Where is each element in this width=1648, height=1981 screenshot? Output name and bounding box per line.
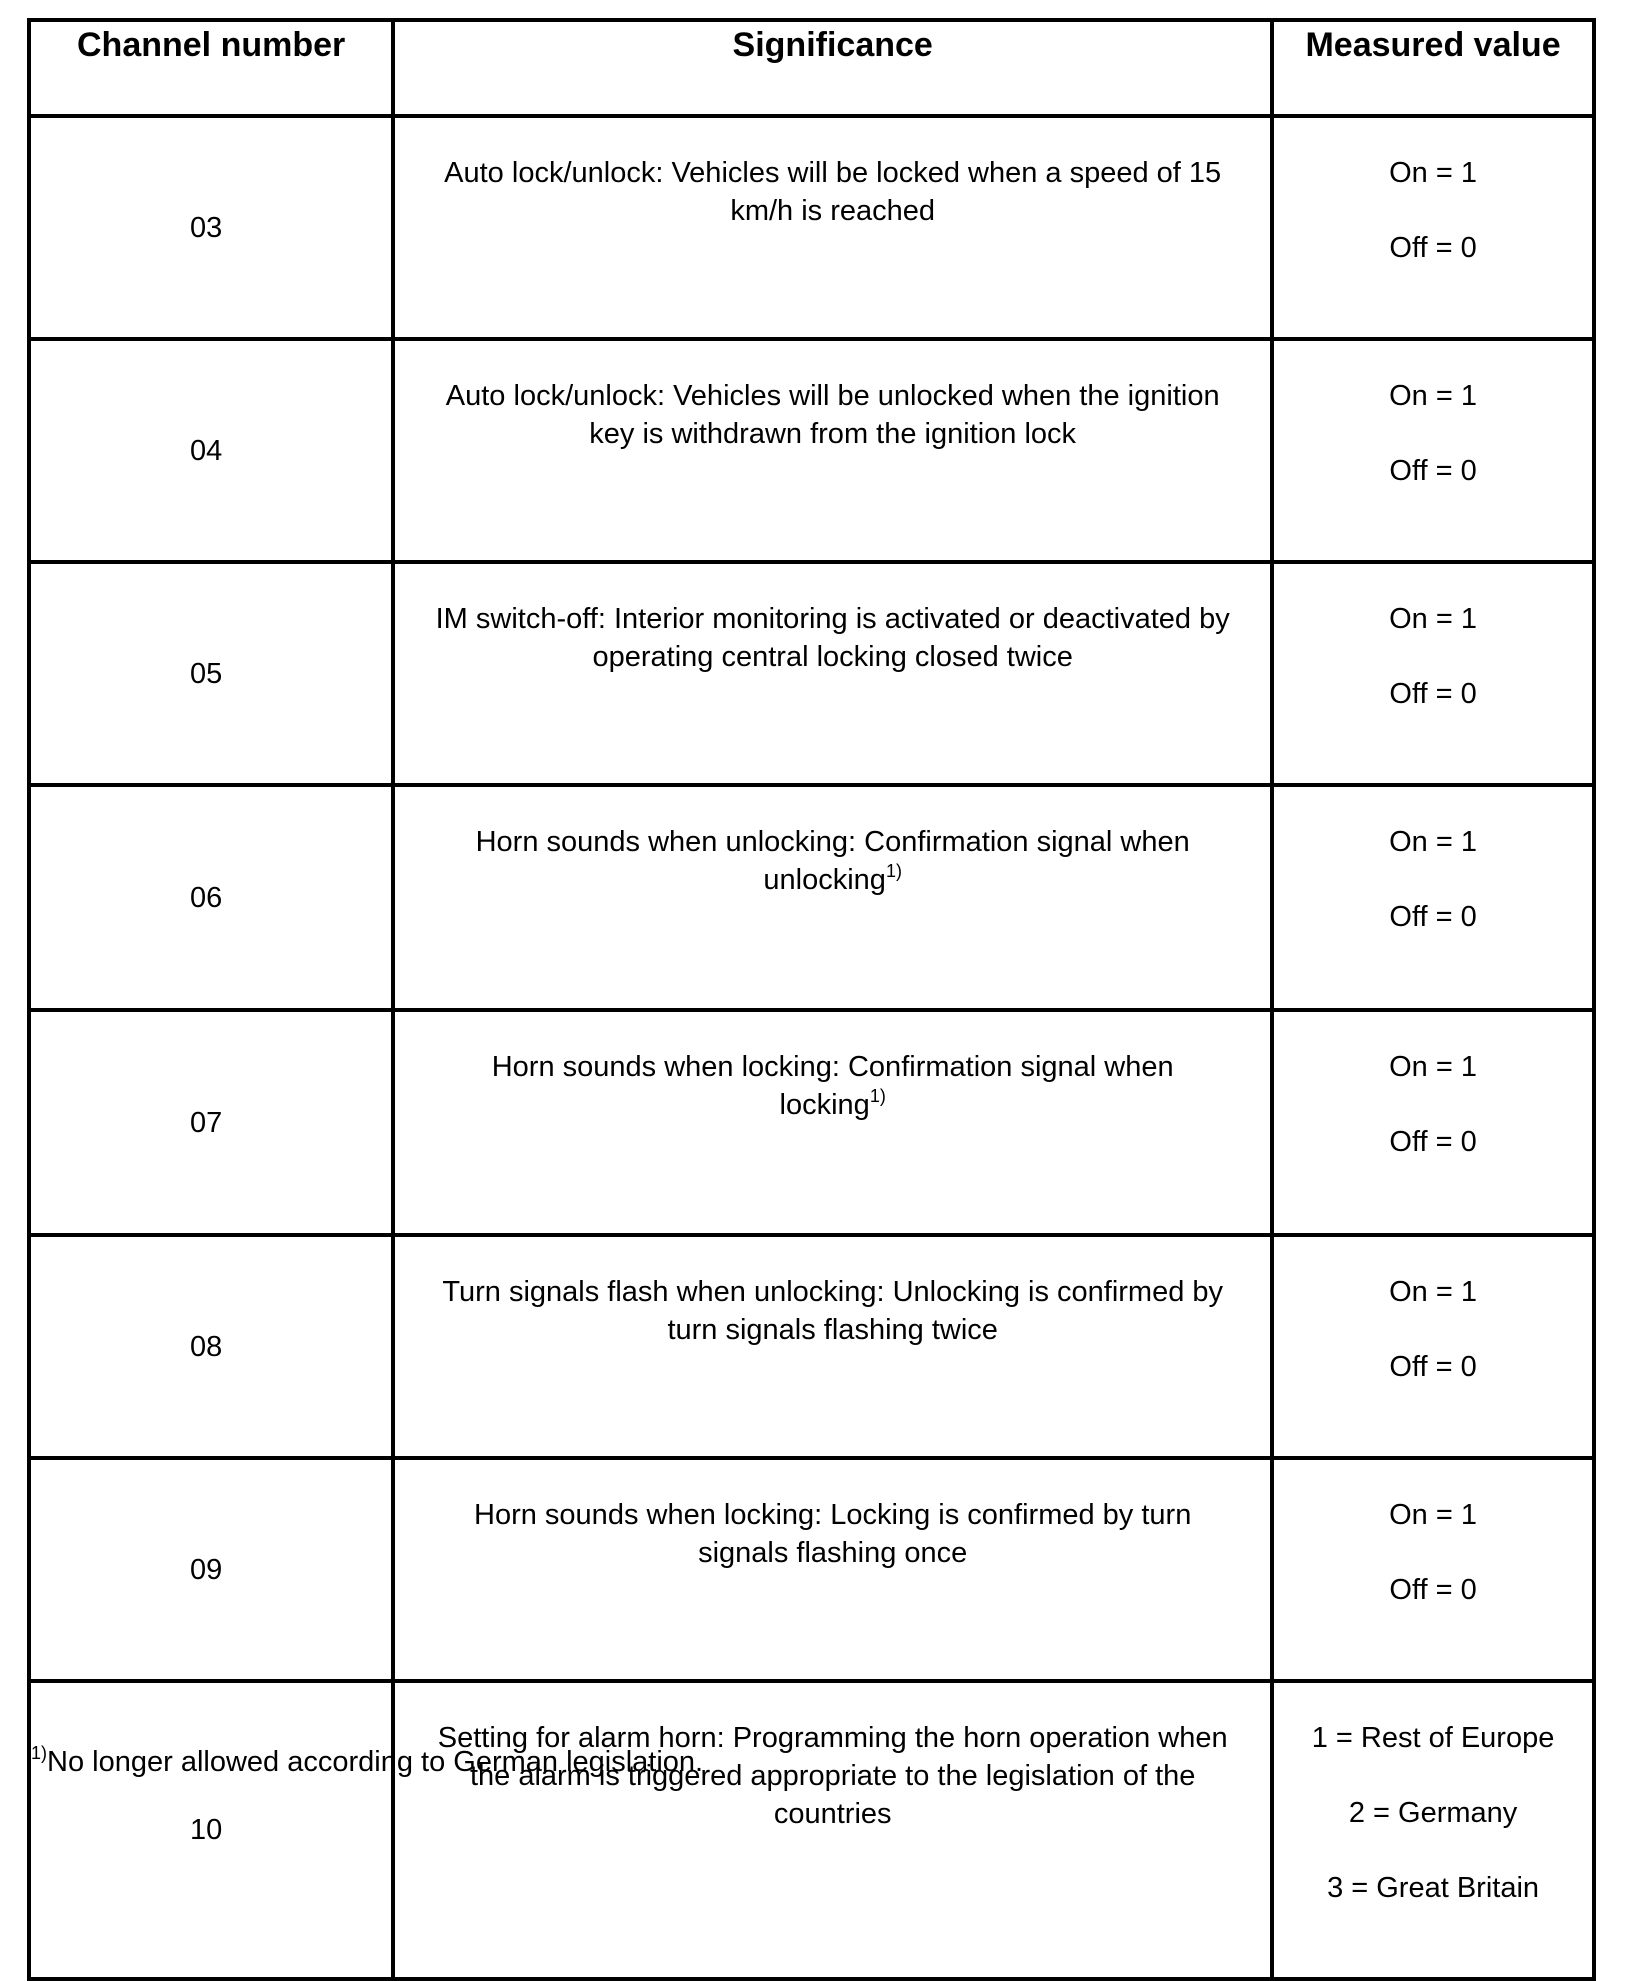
measured-value: Off = 0 [1389, 232, 1477, 264]
significance-cell [393, 785, 1272, 1010]
measured-value-cell [1272, 339, 1594, 562]
channel-number: 09 [29, 1458, 393, 1681]
header-significance: Significance [393, 20, 1272, 116]
footnote-reference: 1) [885, 861, 902, 881]
channel-number: 05 [29, 562, 393, 785]
measured-value: Off = 0 [1389, 1574, 1477, 1606]
table-row [29, 785, 1594, 1010]
significance-text: Horn sounds when locking: Confirmation signal when locking [491, 1051, 1174, 1121]
channel-number: 03 [29, 116, 393, 339]
measured-value-cell [1272, 785, 1594, 1010]
channel-table [27, 18, 1596, 1981]
table-header-row [29, 20, 1594, 116]
table-row [29, 1681, 1594, 1979]
header-channel-number: Channel number [29, 20, 393, 116]
measured-value: Off = 0 [1389, 455, 1477, 487]
measured-value-cell [1272, 1010, 1594, 1235]
channel-number: 04 [29, 339, 393, 562]
significance-text: Turn signals flash when unlocking: Unlocking is confirmed by turn signals flashing twice [442, 1276, 1224, 1346]
table-row [29, 1458, 1594, 1681]
table-row [29, 339, 1594, 562]
channel-number: 06 [29, 785, 393, 1010]
significance-cell [393, 1235, 1272, 1458]
table-row [29, 1010, 1594, 1235]
channel-number: 10 [29, 1681, 393, 1979]
significance-text: Auto lock/unlock: Vehicles will be locked when a speed of 15 km/h is reached [444, 157, 1222, 227]
significance-cell [393, 116, 1272, 339]
significance-cell [393, 562, 1272, 785]
significance-cell [393, 339, 1272, 562]
measured-value: On = 1 [1389, 157, 1477, 189]
measured-value: On = 1 [1389, 1499, 1477, 1531]
table-row [29, 1235, 1594, 1458]
significance-text: Horn sounds when locking: Locking is confirmed by turn signals flashing once [474, 1499, 1192, 1569]
table-row [29, 116, 1594, 339]
significance-text: Setting for alarm horn: Programming the horn operation when the alarm is triggered appropriate to the legislation of the countries [437, 1722, 1228, 1830]
measured-value: Off = 0 [1389, 1126, 1477, 1158]
measured-value-cell [1272, 562, 1594, 785]
measured-value: On = 1 [1389, 1051, 1477, 1083]
channel-number: 07 [29, 1010, 393, 1235]
footnote [31, 1743, 703, 1781]
header-measured-value: Measured value [1272, 20, 1594, 116]
significance-cell [393, 1458, 1272, 1681]
measured-value: Off = 0 [1389, 901, 1477, 933]
measured-value-cell [1272, 1681, 1594, 1979]
significance-text: Auto lock/unlock: Vehicles will be unlocked when the ignition key is withdrawn from the ignition lock [445, 380, 1220, 450]
footnote-text: No longer allowed according to German legislation. [47, 1746, 704, 1778]
footnote-marker: 1) [31, 1743, 48, 1763]
significance-cell [393, 1681, 1272, 1979]
footnote-reference: 1) [869, 1086, 886, 1106]
measured-value-cell [1272, 1235, 1594, 1458]
measured-value: 2 = Germany [1348, 1797, 1518, 1829]
significance-cell [393, 1010, 1272, 1235]
measured-value-cell [1272, 116, 1594, 339]
measured-value: On = 1 [1389, 380, 1477, 412]
measured-value: Off = 0 [1389, 1351, 1477, 1383]
table-row [29, 562, 1594, 785]
measured-value: On = 1 [1389, 1276, 1477, 1308]
channel-number: 08 [29, 1235, 393, 1458]
measured-value-cell [1272, 1458, 1594, 1681]
measured-value: On = 1 [1389, 603, 1477, 635]
significance-text: Horn sounds when unlocking: Confirmation signal when unlocking [475, 826, 1190, 896]
measured-value: Off = 0 [1389, 678, 1477, 710]
measured-value: 3 = Great Britain [1327, 1872, 1540, 1904]
significance-text: IM switch-off: Interior monitoring is activated or deactivated by operating central locking closed twice [435, 603, 1230, 673]
measured-value: 1 = Rest of Europe [1311, 1722, 1555, 1754]
measured-value: On = 1 [1389, 826, 1477, 858]
